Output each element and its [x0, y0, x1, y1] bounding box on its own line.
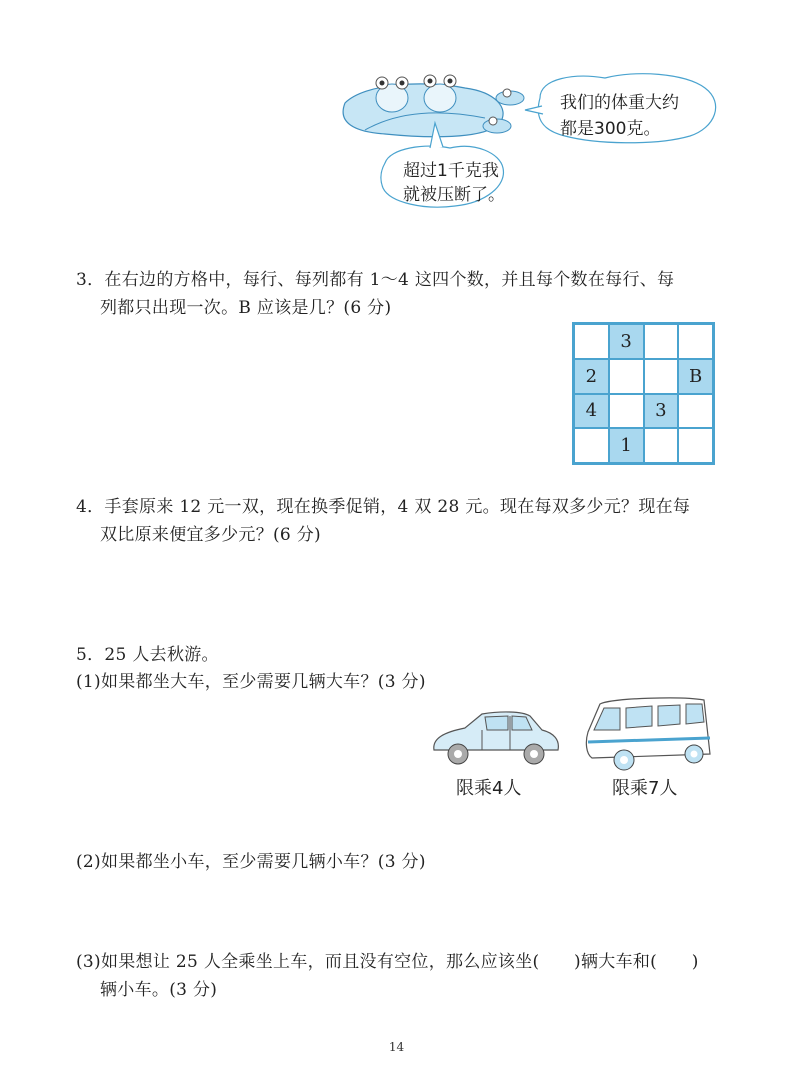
car-capacity-label: 限乘4人 — [456, 778, 522, 799]
van-capacity-label: 限乘7人 — [612, 778, 678, 799]
grid-cell: 2 — [574, 359, 609, 394]
bubble-leaf-line1: 超过1千克我 — [403, 161, 499, 181]
grid-cell — [574, 324, 609, 359]
question4-line1: 4．手套原来 12 元一双，现在换季促销，4 双 28 元。现在每双多少元？现在每 — [76, 497, 691, 517]
page-number: 14 — [388, 1040, 405, 1054]
latin-square-grid — [572, 322, 715, 465]
grid-cell — [678, 394, 713, 429]
car-illustration — [430, 708, 562, 770]
grid-cell — [609, 359, 644, 394]
grid-cell: 3 — [609, 324, 644, 359]
grid-cell — [678, 428, 713, 463]
grid-cell: 4 — [574, 394, 609, 429]
grid-cell — [678, 324, 713, 359]
grid-cell — [644, 324, 679, 359]
car-icon — [430, 708, 562, 770]
grid-cell — [644, 428, 679, 463]
frog-illustration — [335, 68, 725, 218]
bubble-frogs-line2: 都是300克。 — [560, 119, 661, 139]
grid-cell-B: B — [678, 359, 713, 394]
question3-line2: 列都只出现一次。B 应该是几？(6 分) — [100, 298, 392, 318]
grid-cell: 3 — [644, 394, 679, 429]
grid-cell: 1 — [609, 428, 644, 463]
van-icon — [582, 694, 714, 776]
grid-cell — [609, 394, 644, 429]
question5-sub1: (1)如果都坐大车，至少需要几辆大车？(3 分) — [76, 672, 426, 692]
grid-cell — [644, 359, 679, 394]
question3-line1: 3．在右边的方格中，每行、每列都有 1～4 这四个数，并且每个数在每行、每 — [76, 270, 675, 290]
question5-sub3-line1: (3)如果想让 25 人全乘坐上车，而且没有空位，那么应该坐( )辆大车和( ) — [76, 952, 699, 972]
bubble-frogs-line1: 我们的体重大约 — [560, 93, 679, 113]
grid-cell — [574, 428, 609, 463]
question4-line2: 双比原来便宜多少元？(6 分) — [100, 525, 321, 545]
question5-sub2: (2)如果都坐小车，至少需要几辆小车？(3 分) — [76, 852, 426, 872]
van-illustration — [582, 694, 714, 776]
question5-sub3-line2: 辆小车。(3 分) — [100, 980, 218, 1000]
bubble-leaf-line2: 就被压断了。 — [403, 185, 505, 205]
question5-title: 5．25 人去秋游。 — [76, 645, 219, 665]
